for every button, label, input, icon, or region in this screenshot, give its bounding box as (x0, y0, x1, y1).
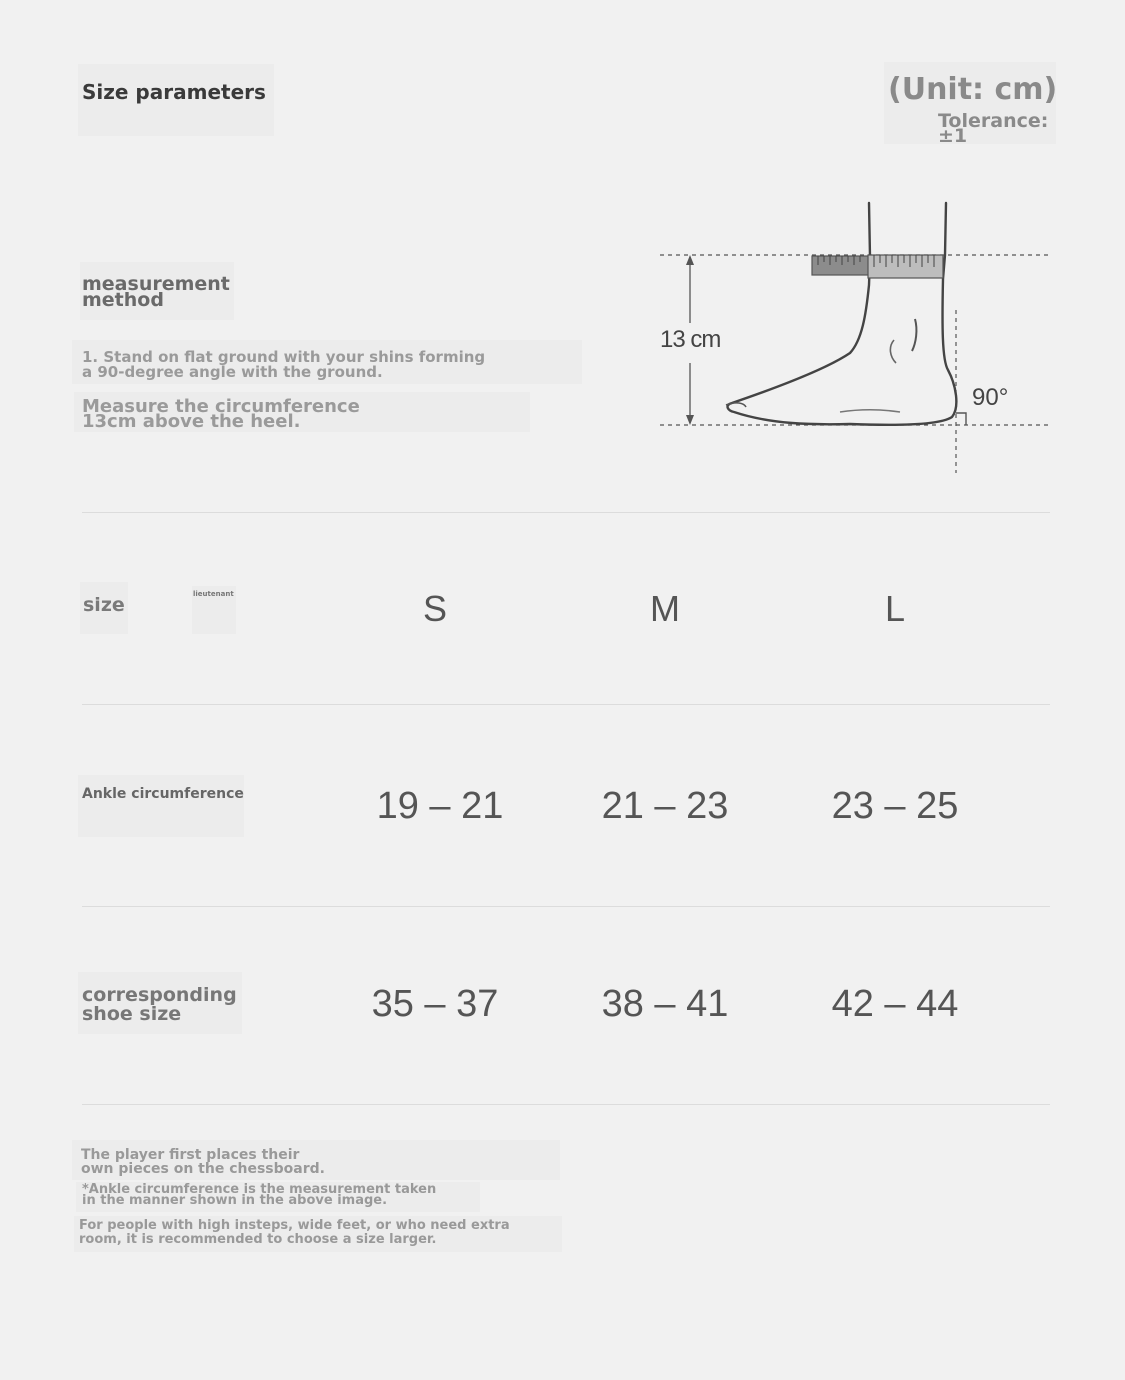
ankle-s: 19 – 21 (376, 785, 504, 827)
size-label: size (83, 594, 125, 616)
shoe-label: corresponding shoe size (82, 984, 237, 1025)
page-title: Size parameters (82, 80, 266, 104)
size-m: M (650, 588, 680, 629)
divider-2 (82, 704, 1050, 705)
ankle-label-box (78, 775, 244, 837)
method-step-2: Measure the circumference 13cm above the heel. (82, 396, 360, 432)
shoe-s: 35 – 37 (371, 983, 499, 1025)
angle-label: 90° (972, 384, 1009, 411)
ankle-m: 21 – 23 (601, 785, 729, 827)
note-1: The player first places their own pieces on the chessboard. (81, 1147, 325, 1177)
divider-1 (82, 512, 1050, 513)
ankle-label: Ankle circumference (82, 786, 244, 802)
note-2: *Ankle circumference is the measurement taken in the manner shown in the above image. (82, 1182, 437, 1208)
unit-label: (Unit: cm) (888, 72, 1058, 107)
divider-4 (82, 1104, 1050, 1105)
size-l: L (884, 588, 906, 629)
tolerance-label: Tolerance: ±1 (938, 110, 1049, 147)
shoe-m: 38 – 41 (601, 983, 729, 1025)
ankle-l: 23 – 25 (831, 785, 959, 827)
size-s: S (422, 588, 447, 629)
method-step-1: 1. Stand on flat ground with your shins forming a 90-degree angle with the ground. (82, 348, 486, 381)
note-3: For people with high insteps, wide feet, or who need extra room, it is recommended to choose a size larger. (79, 1218, 510, 1247)
size-tag: lieutenant (193, 590, 234, 598)
height-label: 13 cm (660, 326, 721, 353)
divider-3 (82, 906, 1050, 907)
method-heading: measurement method (82, 273, 230, 311)
shoe-l: 42 – 44 (831, 983, 959, 1025)
